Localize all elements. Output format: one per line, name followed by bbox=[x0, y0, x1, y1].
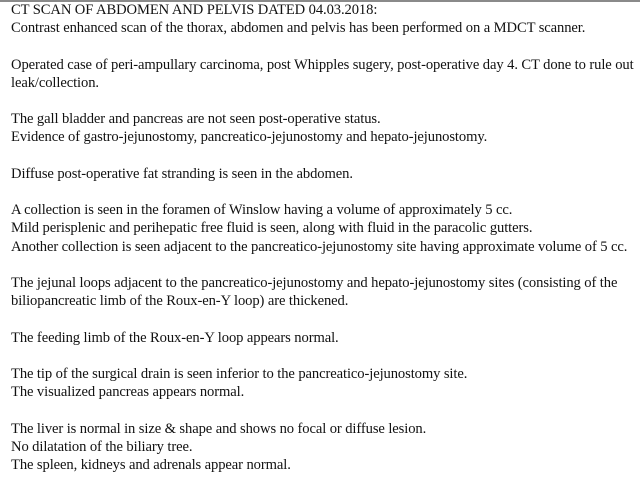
report-document bbox=[11, 1, 636, 492]
paragraph-fat-stranding bbox=[11, 165, 636, 183]
text-line: biliopancreatic limb of the Roux-en-Y loop) are thickened. bbox=[11, 293, 349, 310]
paragraph-collections bbox=[11, 201, 636, 256]
paragraph-organs bbox=[11, 420, 636, 475]
paragraph-feeding-limb bbox=[11, 329, 636, 347]
text-line: Contrast enhanced scan of the thorax, abdomen and pelvis has been performed on a MDCT scanner. bbox=[11, 20, 586, 37]
text-line: Operated case of peri-ampullary carcinoma, post Whipples sugery, post-operative day 4. CT done to rule out bbox=[11, 56, 634, 73]
text-line: A collection is seen in the foramen of Winslow having a volume of approximately 5 cc. bbox=[11, 202, 513, 219]
paragraph-technique bbox=[11, 19, 636, 37]
text-line: Diffuse post-operative fat stranding is seen in the abdomen. bbox=[11, 165, 353, 182]
report-title: CT SCAN OF ABDOMEN AND PELVIS DATED 04.03.2018: bbox=[11, 2, 378, 18]
text-line: The tip of the surgical drain is seen inferior to the pancreatico-jejunostomy site. bbox=[11, 365, 468, 382]
text-line: The gall bladder and pancreas are not seen post-operative status. bbox=[11, 111, 381, 128]
text-line: leak/collection. bbox=[11, 74, 99, 91]
text-line: Another collection is seen adjacent to the pancreatico-jejunostomy site having approximate volume of 5 cc. bbox=[11, 238, 628, 255]
text-line: Evidence of gastro-jejunostomy, pancreatico-jejunostomy and hepato-jejunostomy. bbox=[11, 129, 488, 146]
text-line: The liver is normal in size & shape and shows no focal or diffuse lesion. bbox=[11, 420, 427, 437]
paragraph-jejunal-loops bbox=[11, 274, 636, 310]
text-line: The jejunal loops adjacent to the pancreatico-jejunostomy and hepato-jejunostomy sites (consisting of the bbox=[11, 274, 618, 291]
text-line: The spleen, kidneys and adrenals appear normal. bbox=[11, 456, 291, 473]
text-line: The feeding limb of the Roux-en-Y loop appears normal. bbox=[11, 329, 339, 346]
paragraph-history bbox=[11, 56, 636, 92]
text-line: No dilatation of the biliary tree. bbox=[11, 438, 193, 455]
text-line: Mild perisplenic and perihepatic free fluid is seen, along with fluid in the paracolic gutters. bbox=[11, 220, 533, 237]
paragraph-status bbox=[11, 110, 636, 146]
text-line: The visualized pancreas appears normal. bbox=[11, 384, 245, 401]
paragraph-drain bbox=[11, 365, 636, 401]
